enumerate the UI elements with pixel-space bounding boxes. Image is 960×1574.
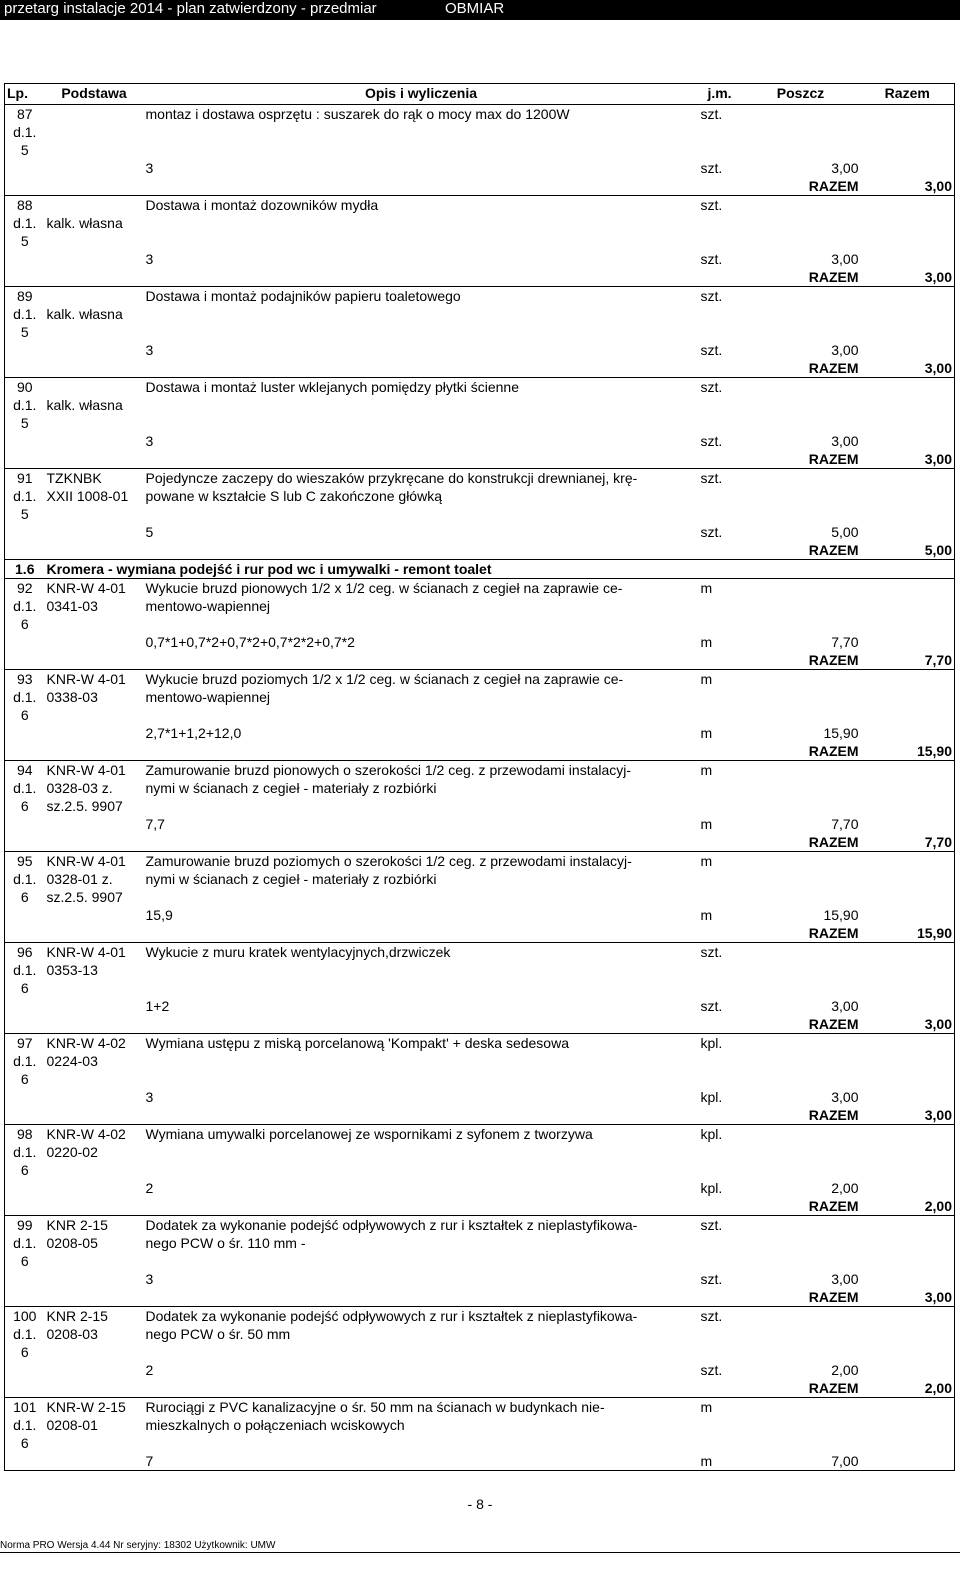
table-row: [5, 670, 955, 725]
calc-empty: [861, 1179, 955, 1197]
total-label: RAZEM: [808, 1107, 859, 1123]
total-row: [5, 1015, 955, 1034]
calculation-row: [5, 432, 955, 450]
calc-unit: szt.: [700, 1362, 723, 1378]
item-number: 93 d.1. 6: [5, 670, 45, 743]
item-empty: [861, 287, 955, 342]
item-description: Dostawa i montaż dozowników mydła: [144, 196, 699, 251]
item-unit: kpl.: [699, 1034, 741, 1089]
item-description: Wymiana ustępu z miską porcelanową 'Kompakt' + deska sedesowa: [144, 1034, 699, 1089]
item-basis: KNR 2-15 0208-03: [45, 1307, 144, 1380]
item-unit: szt.: [699, 105, 741, 160]
calc-value: 2,00: [831, 1362, 859, 1378]
calc-empty: [861, 159, 955, 177]
item-basis: KNR-W 2-15 0208-01: [45, 1398, 144, 1471]
item-unit: m: [699, 761, 741, 816]
item-empty: [861, 196, 955, 251]
calculation-row: [5, 159, 955, 177]
col-lp-header: Lp.: [5, 84, 45, 105]
total-label: RAZEM: [808, 743, 859, 759]
item-description: Wykucie bruzd pionowych 1/2 x 1/2 ceg. w ścianach z cegieł na zaprawie ce- mentowo-wapiennej: [144, 579, 699, 634]
item-empty: [741, 852, 861, 907]
total-row: [5, 450, 955, 469]
calculation-row: [5, 1088, 955, 1106]
total-value: 3,00: [861, 1106, 955, 1125]
calc-unit: szt.: [700, 342, 723, 358]
item-number: 92 d.1. 6: [5, 579, 45, 652]
item-unit: szt.: [699, 1307, 741, 1362]
calc-expression: 2: [145, 1180, 154, 1196]
total-empty: [5, 1015, 741, 1034]
footer-divider: [0, 1552, 960, 1553]
total-empty: [5, 359, 741, 378]
calc-expression: 15,9: [145, 907, 173, 923]
calc-unit: m: [700, 907, 713, 923]
item-empty: [861, 579, 955, 634]
calc-value: 3,00: [831, 433, 859, 449]
col-razem-header: Razem: [861, 84, 955, 105]
cost-estimate-table: [4, 83, 955, 1471]
item-unit: m: [699, 852, 741, 907]
item-description: Dodatek za wykonanie podejść odpływowych z rur i kształtek z nieplastyfikowa- nego PCW o śr. 110 mm -: [144, 1216, 699, 1271]
item-empty: [741, 670, 861, 725]
total-value: 5,00: [861, 541, 955, 560]
item-empty: [861, 1216, 955, 1271]
item-basis: kalk. własna: [45, 287, 144, 360]
total-value: 3,00: [861, 177, 955, 196]
total-empty: [5, 742, 741, 761]
total-value: 3,00: [861, 359, 955, 378]
item-basis: [45, 105, 144, 178]
item-basis: KNR-W 4-01 0328-03 z. sz.2.5. 9907: [45, 761, 144, 834]
col-poszcz-header: Poszcz: [741, 84, 861, 105]
item-empty: [861, 1034, 955, 1089]
table-row: [5, 852, 955, 907]
calc-expression: 2: [145, 1362, 154, 1378]
total-value: 2,00: [861, 1379, 955, 1398]
item-unit: szt.: [699, 469, 741, 524]
section-title: Kromera - wymiana podejść i rur pod wc i umywalki - remont toalet: [45, 560, 955, 579]
section-number: 1.6: [5, 560, 45, 579]
item-number: 90 d.1. 5: [5, 378, 45, 451]
total-empty: [5, 1197, 741, 1216]
total-empty: [5, 1106, 741, 1125]
total-value: 3,00: [861, 450, 955, 469]
calc-empty: [861, 997, 955, 1015]
document-header: [0, 0, 960, 20]
item-basis: KNR-W 4-02 0220-02: [45, 1125, 144, 1198]
total-label: RAZEM: [808, 269, 859, 285]
section-row: [5, 560, 955, 579]
item-empty: [741, 943, 861, 998]
calc-expression: 3: [145, 1271, 154, 1287]
calc-unit: m: [700, 725, 713, 741]
calc-expression: 3: [145, 160, 154, 176]
calc-value: 3,00: [831, 998, 859, 1014]
item-empty: [861, 670, 955, 725]
item-empty: [861, 105, 955, 160]
item-unit: szt.: [699, 378, 741, 433]
col-opis-header: Opis i wyliczenia: [144, 84, 699, 105]
total-row: [5, 833, 955, 852]
table-row: [5, 105, 955, 160]
total-row: [5, 1379, 955, 1398]
total-empty: [5, 541, 741, 560]
item-empty: [861, 761, 955, 816]
calc-unit: kpl.: [700, 1180, 723, 1196]
calc-empty: [861, 815, 955, 833]
calc-value: 5,00: [831, 524, 859, 540]
calc-empty: [861, 1088, 955, 1106]
item-number: 94 d.1. 6: [5, 761, 45, 834]
item-description: Zamurowanie bruzd poziomych o szerokości 1/2 ceg. z przewodami instalacyj- nymi w ścianach z cegieł - materiały z rozbiórki: [144, 852, 699, 907]
table-row: [5, 378, 955, 433]
item-empty: [741, 1125, 861, 1180]
total-label: RAZEM: [808, 925, 859, 941]
item-empty: [741, 105, 861, 160]
table-row: [5, 1398, 955, 1453]
item-empty: [861, 1307, 955, 1362]
item-description: Pojedyncze zaczepy do wieszaków przykręcane do konstrukcji drewnianej, krę- powane w kształcie S lub C zakończone główką: [144, 469, 699, 524]
item-empty: [741, 287, 861, 342]
calc-value: 3,00: [831, 160, 859, 176]
total-empty: [5, 1379, 741, 1398]
calculation-row: [5, 1179, 955, 1197]
calc-unit: m: [700, 816, 713, 832]
item-basis: KNR-W 4-01 0328-01 z. sz.2.5. 9907: [45, 852, 144, 925]
item-basis: KNR-W 4-01 0338-03: [45, 670, 144, 743]
calculation-row: [5, 523, 955, 541]
total-label: RAZEM: [808, 1380, 859, 1396]
total-empty: [5, 268, 741, 287]
calc-expression: 3: [145, 433, 154, 449]
calc-empty: [861, 906, 955, 924]
total-value: 3,00: [861, 1015, 955, 1034]
item-basis: KNR-W 4-02 0224-03: [45, 1034, 144, 1107]
item-unit: szt.: [699, 1216, 741, 1271]
item-description: Dodatek za wykonanie podejść odpływowych z rur i kształtek z nieplastyfikowa- nego PCW o śr. 50 mm: [144, 1307, 699, 1362]
table-row: [5, 1307, 955, 1362]
item-basis: KNR-W 4-01 0353-13: [45, 943, 144, 1016]
total-label: RAZEM: [808, 652, 859, 668]
calculation-row: [5, 815, 955, 833]
item-empty: [741, 196, 861, 251]
item-description: Wymiana umywalki porcelanowej ze wspornikami z syfonem z tworzywa: [144, 1125, 699, 1180]
item-empty: [741, 1398, 861, 1453]
calc-value: 7,00: [741, 1452, 861, 1471]
calc-empty: [861, 523, 955, 541]
item-empty: [861, 943, 955, 998]
total-label: RAZEM: [808, 834, 859, 850]
item-empty: [861, 1125, 955, 1180]
table-row: [5, 579, 955, 634]
calc-unit: m: [699, 1452, 741, 1471]
calc-empty: [861, 1361, 955, 1379]
calc-value: 3,00: [831, 1089, 859, 1105]
item-basis: KNR-W 4-01 0341-03: [45, 579, 144, 652]
calc-unit: szt.: [700, 1271, 723, 1287]
calculation-row: [5, 906, 955, 924]
calc-expression: 7,7: [145, 816, 165, 832]
calc-empty: [861, 724, 955, 742]
total-row: [5, 177, 955, 196]
item-description: Zamurowanie bruzd pionowych o szerokości 1/2 ceg. z przewodami instalacyj- nymi w ścianach z cegieł - materiały z rozbiórki: [144, 761, 699, 816]
calc-empty: [861, 633, 955, 651]
item-description: Wykucie bruzd poziomych 1/2 x 1/2 ceg. w ścianach z cegieł na zaprawie ce- mentowo-wapiennej: [144, 670, 699, 725]
item-number: 89 d.1. 5: [5, 287, 45, 360]
item-description: Dostawa i montaż luster wklejanych pomiędzy płytki ścienne: [144, 378, 699, 433]
calc-expression: 3: [145, 342, 154, 358]
item-empty: [741, 378, 861, 433]
total-label: RAZEM: [808, 451, 859, 467]
total-row: [5, 924, 955, 943]
calc-value: 3,00: [831, 251, 859, 267]
calc-empty: [861, 432, 955, 450]
calc-expression: 7: [144, 1452, 699, 1471]
total-value: 7,70: [861, 833, 955, 852]
calc-unit: m: [700, 634, 713, 650]
item-basis: TZKNBK XXII 1008-01: [45, 469, 144, 542]
calc-value: 2,00: [831, 1180, 859, 1196]
calc-empty: [861, 250, 955, 268]
item-empty: [741, 1034, 861, 1089]
item-empty: [741, 1307, 861, 1362]
calc-unit: szt.: [700, 998, 723, 1014]
calculation-row: [5, 1361, 955, 1379]
item-number: 97 d.1. 6: [5, 1034, 45, 1107]
calculation-row: [5, 633, 955, 651]
total-row: [5, 742, 955, 761]
item-number: 87 d.1. 5: [5, 105, 45, 178]
document-type-label: OBMIAR: [445, 0, 505, 17]
total-value: 15,90: [861, 924, 955, 943]
total-row: [5, 651, 955, 670]
item-unit: m: [699, 670, 741, 725]
total-row: [5, 1288, 955, 1307]
calc-expression: 3: [145, 251, 154, 267]
item-basis: kalk. własna: [45, 196, 144, 269]
total-row: [5, 359, 955, 378]
item-description: Rurociągi z PVC kanalizacyjne o śr. 50 mm na ścianach w budynkach nie- mieszkalnych o połączeniach wciskowych: [144, 1398, 699, 1453]
calc-value: 7,70: [831, 816, 859, 832]
col-podstawa-header: Podstawa: [45, 84, 144, 105]
item-number: 88 d.1. 5: [5, 196, 45, 269]
item-empty: [741, 761, 861, 816]
calc-unit: szt.: [700, 433, 723, 449]
calc-unit: szt.: [700, 524, 723, 540]
item-basis: kalk. własna: [45, 378, 144, 451]
calc-value: 15,90: [823, 907, 859, 923]
total-empty: [5, 833, 741, 852]
item-unit: szt.: [699, 287, 741, 342]
item-empty: [861, 378, 955, 433]
calc-value: 3,00: [831, 1271, 859, 1287]
total-label: RAZEM: [808, 1016, 859, 1032]
total-empty: [5, 1288, 741, 1307]
table-row: [5, 196, 955, 251]
table-row: [5, 943, 955, 998]
total-row: [5, 1106, 955, 1125]
item-basis: KNR 2-15 0208-05: [45, 1216, 144, 1289]
total-empty: [5, 177, 741, 196]
calc-expression: 1+2: [145, 998, 170, 1014]
item-number: 96 d.1. 6: [5, 943, 45, 1016]
total-row: [5, 268, 955, 287]
calculation-row: [5, 997, 955, 1015]
calculation-row: [5, 341, 955, 359]
table-row: [5, 1125, 955, 1180]
total-value: 7,70: [861, 651, 955, 670]
item-number: 99 d.1. 6: [5, 1216, 45, 1289]
page-number: - 8 -: [467, 1496, 493, 1512]
table-header-row: [5, 84, 955, 105]
item-description: Dostawa i montaż podajników papieru toaletowego: [144, 287, 699, 342]
calc-expression: 3: [145, 1089, 154, 1105]
item-empty: [861, 1398, 955, 1453]
item-number: 100 d.1. 6: [5, 1307, 45, 1380]
item-empty: [861, 852, 955, 907]
table-row: [5, 1216, 955, 1271]
item-unit: szt.: [699, 196, 741, 251]
calculation-row: [5, 724, 955, 742]
calc-expression: 0,7*1+0,7*2+0,7*2+0,7*2*2+0,7*2: [145, 634, 355, 650]
item-description: Wykucie z muru kratek wentylacyjnych,drzwiczek: [144, 943, 699, 998]
calc-value: 7,70: [831, 634, 859, 650]
item-description: montaz i dostawa osprzętu : suszarek do rąk o mocy max do 1200W: [144, 105, 699, 160]
item-unit: m: [699, 579, 741, 634]
table-row: [5, 287, 955, 342]
calculation-row: [5, 1270, 955, 1288]
item-empty: [741, 1216, 861, 1271]
item-unit: kpl.: [699, 1125, 741, 1180]
calc-value: 15,90: [823, 725, 859, 741]
calc-expression: 2,7*1+1,2+12,0: [145, 725, 242, 741]
item-empty: [741, 579, 861, 634]
item-number: 101 d.1. 6: [5, 1398, 45, 1471]
total-label: RAZEM: [808, 178, 859, 194]
item-empty: [861, 469, 955, 524]
total-value: 3,00: [861, 268, 955, 287]
calculation-row: [5, 250, 955, 268]
total-value: 2,00: [861, 1197, 955, 1216]
total-value: 3,00: [861, 1288, 955, 1307]
total-label: RAZEM: [808, 360, 859, 376]
calc-unit: szt.: [700, 160, 723, 176]
total-empty: [5, 450, 741, 469]
total-label: RAZEM: [808, 1198, 859, 1214]
item-number: 91 d.1. 5: [5, 469, 45, 542]
total-empty: [5, 924, 741, 943]
calc-unit: szt.: [700, 251, 723, 267]
item-empty: [741, 469, 861, 524]
calc-empty: [861, 1452, 955, 1471]
item-number: 98 d.1. 6: [5, 1125, 45, 1198]
calc-empty: [861, 1270, 955, 1288]
item-number: 95 d.1. 6: [5, 852, 45, 925]
total-row: [5, 1197, 955, 1216]
item-unit: szt.: [699, 943, 741, 998]
calc-empty: [861, 341, 955, 359]
calc-unit: kpl.: [700, 1089, 723, 1105]
item-unit: m: [699, 1398, 741, 1453]
table-row: [5, 469, 955, 524]
calc-expression: 5: [145, 524, 154, 540]
table-row: [5, 1034, 955, 1089]
software-footer: Norma PRO Wersja 4.44 Nr seryjny: 18302 Użytkownik: UMW: [0, 1540, 276, 1551]
calc-value: 3,00: [831, 342, 859, 358]
total-label: RAZEM: [808, 1289, 859, 1305]
document-title: przetarg instalacje 2014 - plan zatwierdzony - przedmiar: [4, 0, 377, 17]
calculation-row: [5, 1452, 955, 1471]
total-value: 15,90: [861, 742, 955, 761]
table-row: [5, 761, 955, 816]
total-empty: [5, 651, 741, 670]
col-jm-header: j.m.: [699, 84, 741, 105]
total-row: [5, 541, 955, 560]
total-label: RAZEM: [808, 542, 859, 558]
